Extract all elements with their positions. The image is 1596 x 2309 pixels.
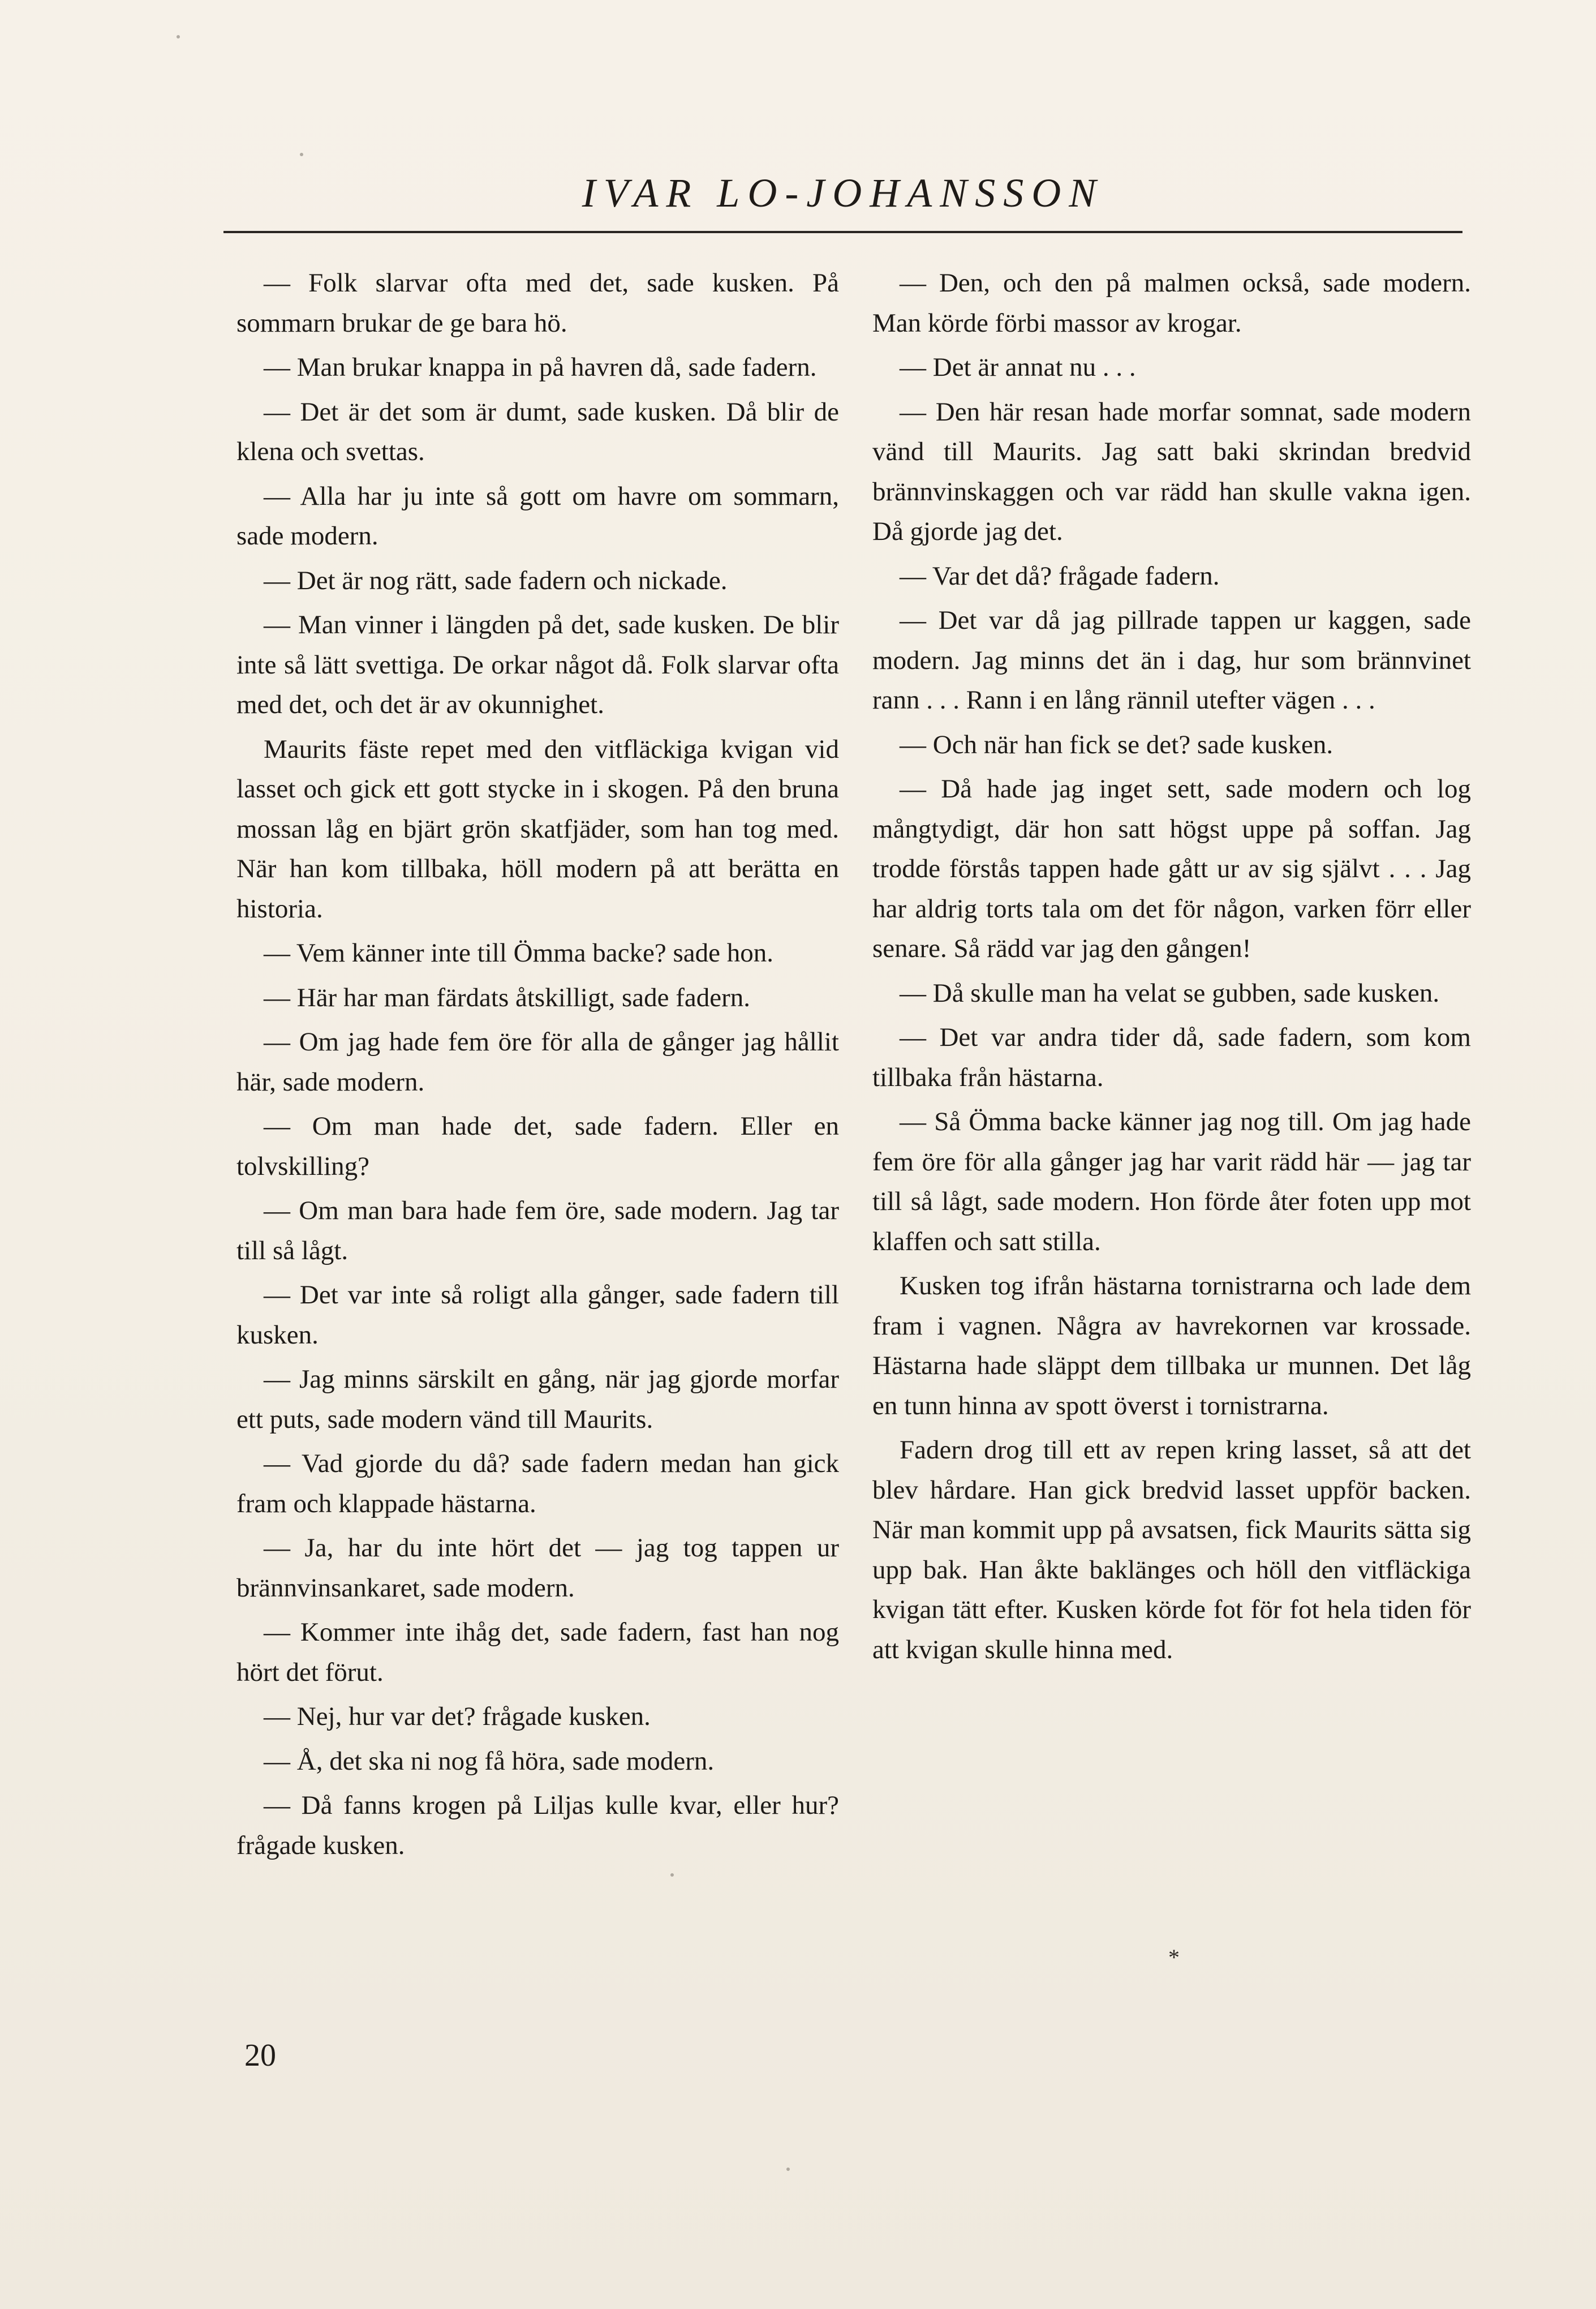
paragraph: — Nej, hur var det? frågade kusken. — [264, 1702, 651, 1731]
paragraph: — Vem känner inte till Ömma backe? sade hon. — [264, 938, 774, 968]
paragraph: — Då hade jag inget sett, sade modern och log mångtydigt, där hon satt högst uppe på soffan. Jag trodde förstås tappen hade gått ur av sig självt . . . Jag har aldrig torts tala om det för någon, varken förr eller senare. Så rädd var jag den gången! — [872, 774, 1471, 963]
paragraph: — Den, och den på malmen också, sade modern. Man körde förbi massor av krogar. — [872, 268, 1471, 338]
paper-speck — [177, 35, 180, 38]
paragraph: — Här har man färdats åtskilligt, sade fadern. — [264, 982, 751, 1012]
paper-speck — [670, 1873, 674, 1877]
paragraph: — Jag minns särskilt en gång, när jag gjorde morfar ett puts, sade modern vänd till Maurits. — [236, 1364, 839, 1434]
paragraph: — Om man bara hade fem öre, sade modern. Jag tar till så lågt. — [236, 1196, 839, 1265]
paragraph: — Om jag hade fem öre för alla de gånger jag hållit här, sade modern. — [236, 1027, 839, 1097]
page-number: 20 — [244, 2038, 276, 2073]
paper-speck — [300, 153, 303, 156]
paragraph: — Det var inte så roligt alla gånger, sade fadern till kusken. — [236, 1280, 839, 1350]
paragraph: — Det är nog rätt, sade fadern och nickade. — [264, 565, 728, 595]
paragraph: — Kommer inte ihåg det, sade fadern, fast han nog hört det förut. — [236, 1617, 839, 1687]
paragraph: — Det är det som är dumt, sade kusken. Då blir de klena och svettas. — [236, 397, 839, 466]
text-column-right — [872, 263, 1471, 1674]
paragraph: — Alla har ju inte så gott om havre om sommarn, sade modern. — [236, 481, 839, 551]
paragraph: — Om man hade det, sade fadern. Eller en tolvskilling? — [236, 1111, 839, 1181]
paragraph: — Man brukar knappa in på havren då, sade fadern. — [264, 353, 817, 382]
paragraph: — Så Ömma backe känner jag nog till. Om jag hade fem öre för alla gånger jag har varit rädd här — jag tar till så lågt, sade modern. Hon förde åter foten upp mot klaffen och satt stilla. — [872, 1107, 1471, 1256]
paragraph: — Vad gjorde du då? sade fadern medan han gick fram och klappade hästarna. — [236, 1449, 839, 1518]
text-column-left — [236, 263, 839, 1870]
paragraph: — Det var då jag pillrade tappen ur kaggen, sade modern. Jag minns det än i dag, hur som brännvinet rann . . . Rann i en lång rännil utefter vägen . . . — [872, 606, 1471, 715]
paragraph: Maurits fäste repet med den vitfläckiga kvigan vid lasset och gick ett gott stycke in i skogen. På den bruna mossan låg en bjärt grön skatfjäder, som han tog med. När han kom tillbaka, höll modern på att berätta en historia. — [236, 734, 839, 924]
paragraph: — Man vinner i längden på det, sade kusken. De blir inte så lätt svettiga. De orkar något då. Folk slarvar ofta med det, och det är av okunnighet. — [236, 610, 839, 719]
paper-speck — [786, 2168, 790, 2171]
paragraph: — Det var andra tider då, sade fadern, som kom tillbaka från hästarna. — [872, 1023, 1471, 1092]
paragraph: — Ja, har du inte hört det — jag tog tappen ur brännvinsankaret, sade modern. — [236, 1533, 839, 1603]
paragraph: — Och när han fick se det? sade kusken. — [900, 729, 1333, 759]
section-break-asterisk: * — [1168, 1945, 1180, 1970]
paragraph: — Var det då? frågade fadern. — [900, 561, 1220, 591]
running-header-author: IVAR LO-JOHANSSON — [582, 170, 1104, 216]
paragraph: — Då skulle man ha velat se gubben, sade kusken. — [900, 978, 1440, 1008]
paragraph: — Folk slarvar ofta med det, sade kusken. På sommarn brukar de ge bara hö. — [236, 268, 839, 338]
paragraph: — Det är annat nu . . . — [900, 353, 1136, 382]
paragraph: — Den här resan hade morfar somnat, sade modern vänd till Maurits. Jag satt baki skrindan bredvid brännvinskaggen och var rädd han skulle vakna igen. Då gjorde jag det. — [872, 397, 1471, 546]
paragraph: — Då fanns krogen på Liljas kulle kvar, eller hur? frågade kusken. — [236, 1791, 839, 1860]
paragraph: Fadern drog till ett av repen kring lasset, så att det blev hårdare. Han gick bredvid lasset uppför backen. När man kommit upp på avsatsen, fick Maurits sätta sig upp bak. Han åkte baklänges och höll den vitfläckiga kvigan tätt efter. Kusken körde fot för fot hela tiden för att kvigan skulle hinna med. — [872, 1435, 1471, 1664]
header-rule — [223, 231, 1462, 233]
paragraph: Kusken tog ifrån hästarna tornistrarna och lade dem fram i vagnen. Några av havrekornen var krossade. Hästarna hade släppt dem tillbaka ur munnen. Det låg en tunn hinna av spott överst i tornistrarna. — [872, 1271, 1471, 1420]
paragraph: — Å, det ska ni nog få höra, sade modern. — [264, 1746, 715, 1776]
